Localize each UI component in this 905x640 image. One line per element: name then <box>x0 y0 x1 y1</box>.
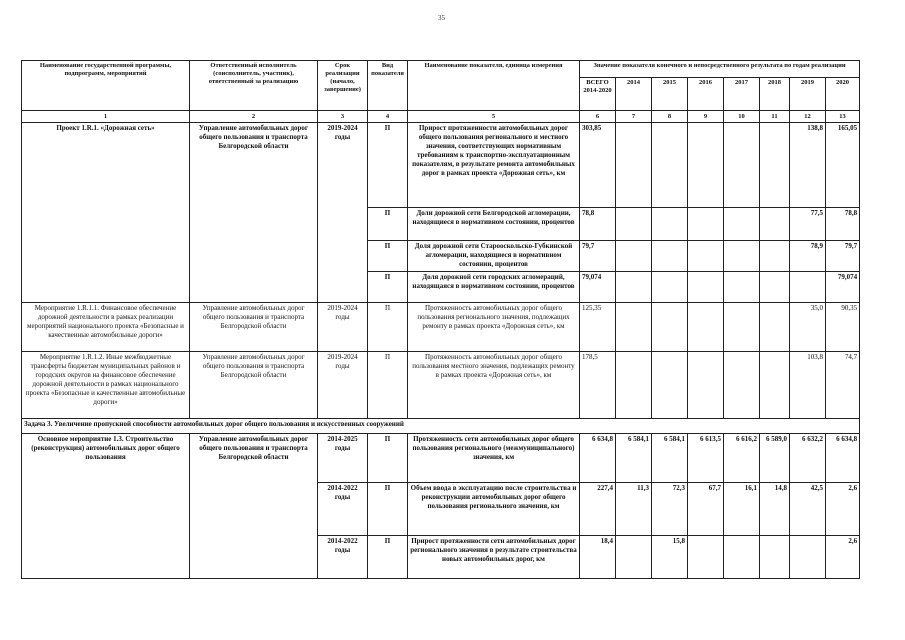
value-cell <box>724 536 760 579</box>
value-cell: 78,8 <box>826 208 860 241</box>
column-number: 6 <box>580 111 616 123</box>
value-cell: 227,4 <box>580 483 616 536</box>
value-cell <box>616 123 652 208</box>
value-cell <box>616 352 652 419</box>
indicator-type: П <box>368 483 408 536</box>
header-term: Срок реализации (начало, завершение) <box>318 61 368 111</box>
table-row <box>22 434 860 483</box>
table-row <box>22 303 860 352</box>
value-cell <box>616 208 652 241</box>
value-cell <box>652 123 688 208</box>
value-cell: 16,1 <box>724 483 760 536</box>
column-number: 2 <box>190 111 318 123</box>
value-cell: 6 584,1 <box>652 434 688 483</box>
measure-name: Мероприятие 1.R.1.1. Финансовое обеспечение дорожной деятельности в рамках реализации мероприятий национального проекта «Безопасные и качественные автомобильные дороги» <box>22 303 190 352</box>
value-cell <box>652 241 688 272</box>
header-type: Вид показателя <box>368 61 408 111</box>
value-cell <box>724 272 760 303</box>
indicator-name: Доли дорожной сети Белгородской агломерации, находящиеся в нормативном состоянии, процентов <box>408 208 580 241</box>
value-cell: 178,5 <box>580 352 616 419</box>
value-cell <box>760 352 790 419</box>
value-cell: 79,074 <box>826 272 860 303</box>
indicator-name: Доля дорожной сети городских агломераций, находящаяся в нормативном состоянии, процентов <box>408 272 580 303</box>
indicator-name: Протяженность автомобильных дорог общего пользования регионального значения, подлежащих ремонту в рамках проекта «Дорожная сеть», км <box>408 303 580 352</box>
indicator-name: Протяженность сети автомобильных дорог общего пользования регионального (межмуниципального) значения, км <box>408 434 580 483</box>
value-cell <box>760 241 790 272</box>
value-cell: 67,7 <box>688 483 724 536</box>
value-cell <box>688 208 724 241</box>
value-cell: 6 634,8 <box>826 434 860 483</box>
value-cell <box>616 241 652 272</box>
column-number: 10 <box>724 111 760 123</box>
indicator-term: 2014-2025 годы <box>318 434 368 483</box>
measure-name: Мероприятие 1.R.1.2. Иные межбюджетные трансферты бюджетам муниципальных районов и городских округов на финансовое обеспечение дорожной деятельности в рамках национального проекта «Безопасные и качественные автомобильные дороги» <box>22 352 190 419</box>
indicator-name: Объем ввода в эксплуатацию после строительства и реконструкции автомобильных дорог общего пользования регионального значения, км <box>408 483 580 536</box>
value-cell: 42,5 <box>790 483 826 536</box>
value-cell <box>724 123 760 208</box>
header-total: ВСЕГО 2014-2020 <box>580 78 616 111</box>
value-cell: 2,6 <box>826 536 860 579</box>
column-number: 8 <box>652 111 688 123</box>
indicator-name: Доля дорожной сети Старооскольско-Губкинской агломерации, находящиеся в нормативном состоянии, процентов <box>408 241 580 272</box>
column-number: 1 <box>22 111 190 123</box>
value-cell: 79,074 <box>580 272 616 303</box>
indicator-type: П <box>368 241 408 272</box>
main-measure-executor: Управление автомобильных дорог общего пользования и транспорта Белгородской области <box>190 434 318 579</box>
column-number: 11 <box>760 111 790 123</box>
value-cell: 6 589,0 <box>760 434 790 483</box>
value-cell <box>616 303 652 352</box>
header-program: Наименование государственной программы, подпрограмм, мероприятий <box>22 61 190 111</box>
table-row <box>22 352 860 419</box>
value-cell: 11,3 <box>616 483 652 536</box>
value-cell <box>616 536 652 579</box>
value-cell: 6 634,8 <box>580 434 616 483</box>
value-cell <box>652 272 688 303</box>
header-year: 2018 <box>760 78 790 111</box>
table-header-row <box>22 61 860 78</box>
task-row <box>22 419 860 434</box>
indicator-type: П <box>368 536 408 579</box>
value-cell <box>652 352 688 419</box>
column-number: 3 <box>318 111 368 123</box>
value-cell <box>688 536 724 579</box>
value-cell: 78,8 <box>580 208 616 241</box>
value-cell <box>760 272 790 303</box>
indicator-type: П <box>368 272 408 303</box>
header-year: 2019 <box>790 78 826 111</box>
value-cell: 6 613,5 <box>688 434 724 483</box>
value-cell: 125,35 <box>580 303 616 352</box>
value-cell <box>760 303 790 352</box>
value-cell <box>760 536 790 579</box>
header-indicator: Наименование показателя, единица измерения <box>408 61 580 111</box>
value-cell <box>760 123 790 208</box>
value-cell <box>790 536 826 579</box>
value-cell: 6 584,1 <box>616 434 652 483</box>
value-cell: 79,7 <box>580 241 616 272</box>
indicator-type: П <box>368 123 408 208</box>
value-cell: 15,8 <box>652 536 688 579</box>
indicators-table <box>21 60 860 579</box>
value-cell <box>688 241 724 272</box>
value-cell: 138,8 <box>790 123 826 208</box>
indicator-name: Прирост протяженности автомобильных дорог общего пользования регионального и местного значения, соответствующих нормативным требованиям к транспортно-эксплуатационным показателям, в результате ремонта автомобильных дорог в рамках проекта «Дорожная сеть», км <box>408 123 580 208</box>
column-number: 12 <box>790 111 826 123</box>
measure-term: 2019-2024 годы <box>318 303 368 352</box>
project-executor: Управление автомобильных дорог общего пользования и транспорта Белгородской области <box>190 123 318 303</box>
measure-executor: Управление автомобильных дорог общего пользования и транспорта Белгородской области <box>190 352 318 419</box>
indicator-type: П <box>368 208 408 241</box>
main-measure-name: Основное мероприятие 1.3. Строительство (реконструкция) автомобильных дорог общего пользования <box>22 434 190 579</box>
header-year: 2014 <box>616 78 652 111</box>
project-name: Проект 1.R.1. «Дорожная сеть» <box>22 123 190 303</box>
indicator-name: Прирост протяженности сети автомобильных дорог регионального значения в результате строительства новых автомобильных дорог, км <box>408 536 580 579</box>
value-cell <box>688 352 724 419</box>
value-cell: 6 616,2 <box>724 434 760 483</box>
value-cell: 72,3 <box>652 483 688 536</box>
value-cell: 303,85 <box>580 123 616 208</box>
measure-term: 2019-2024 годы <box>318 352 368 419</box>
column-number: 13 <box>826 111 860 123</box>
value-cell: 165,05 <box>826 123 860 208</box>
value-cell: 14,8 <box>760 483 790 536</box>
value-cell <box>724 208 760 241</box>
indicator-name: Протяженность автомобильных дорог общего пользования местного значения, подлежащих ремонту в рамках проекта «Дорожная сеть», км <box>408 352 580 419</box>
header-year: 2017 <box>724 78 760 111</box>
task-title: Задача 3. Увеличение пропускной способности автомобильных дорог общего пользования и искусственных сооружений <box>22 419 860 434</box>
value-cell <box>616 272 652 303</box>
column-number: 9 <box>688 111 724 123</box>
value-cell: 2,6 <box>826 483 860 536</box>
value-cell: 6 632,2 <box>790 434 826 483</box>
value-cell <box>688 123 724 208</box>
value-cell <box>724 303 760 352</box>
value-cell: 77,5 <box>790 208 826 241</box>
indicator-term: 2014-2022 годы <box>318 536 368 579</box>
value-cell <box>652 208 688 241</box>
value-cell <box>724 241 760 272</box>
value-cell: 79,7 <box>826 241 860 272</box>
measure-executor: Управление автомобильных дорог общего пользования и транспорта Белгородской области <box>190 303 318 352</box>
table-row <box>22 123 860 208</box>
value-cell: 35,0 <box>790 303 826 352</box>
column-numbers-row <box>22 111 860 123</box>
value-cell <box>724 352 760 419</box>
indicator-type: П <box>368 303 408 352</box>
value-cell: 90,35 <box>826 303 860 352</box>
value-cell <box>688 272 724 303</box>
column-number: 7 <box>616 111 652 123</box>
column-number: 4 <box>368 111 408 123</box>
indicator-type: П <box>368 352 408 419</box>
value-cell <box>790 272 826 303</box>
value-cell <box>760 208 790 241</box>
value-cell <box>688 303 724 352</box>
header-executor: Ответственный исполнитель (соисполнитель, участник), ответственный за реализацию <box>190 61 318 111</box>
header-values-group: Значение показателя конечного и непосредственного результата по годам реализации <box>580 61 860 78</box>
header-year: 2016 <box>688 78 724 111</box>
value-cell: 78,9 <box>790 241 826 272</box>
value-cell: 18,4 <box>580 536 616 579</box>
header-year: 2015 <box>652 78 688 111</box>
indicator-term: 2014-2022 годы <box>318 483 368 536</box>
column-number: 5 <box>408 111 580 123</box>
project-term: 2019-2024 годы <box>318 123 368 303</box>
value-cell: 74,7 <box>826 352 860 419</box>
indicator-type: П <box>368 434 408 483</box>
header-year: 2020 <box>826 78 860 111</box>
value-cell <box>652 303 688 352</box>
value-cell: 103,8 <box>790 352 826 419</box>
page-number: 35 <box>438 14 445 22</box>
